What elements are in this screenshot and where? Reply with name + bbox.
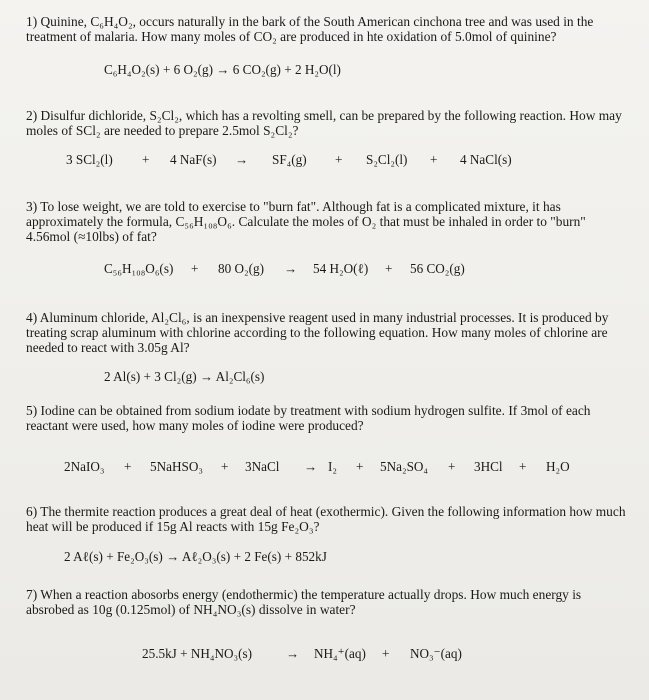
problem-5-term: 3HCl [474, 459, 503, 474]
problem-2-term: → [235, 152, 249, 167]
problem-5-equation [0, 459, 649, 475]
problem-6-equation: 2 Aℓ(s) + Fe₂O₃(s) → Aℓ₂O₃(s) + 2 Fe(s) + 852kJ [64, 549, 327, 564]
problem-7-term: + [382, 646, 390, 661]
problem-5-term: + [221, 459, 229, 474]
problem-3-term: → [284, 261, 298, 276]
problem-2-term: + [142, 152, 150, 167]
problem-5-term: + [519, 459, 527, 474]
problem-5-term: I₂ [328, 459, 337, 474]
problem-5-term: → [304, 459, 318, 474]
problem-3-term: + [385, 261, 393, 276]
problem-7-term: 25.5kJ + NH₄NO₃(s) [142, 646, 253, 661]
problem-2-term: 4 NaF(s) [170, 152, 217, 167]
problem-2-term: + [335, 152, 343, 167]
problem-3-term: 80 O₂(g) [218, 261, 264, 276]
problem-5-term: 3NaCl [245, 459, 280, 474]
problem-2-term: 3 SCl₂(l) [66, 152, 113, 167]
problem-7-term: NO₃⁻(aq) [410, 646, 462, 661]
problem-4-text: 4) Aluminum chloride, Al₂Cl₆, is an inexpensive reagent used in many industrial processes. It is produced by treating scrap aluminum with chlorine according to the following equation. How many moles of chlorine are needed to react with 3.05g Al? [26, 310, 609, 355]
problem-5-term: 5NaHSO₃ [150, 459, 203, 474]
problem-2-term: SF₄(g) [272, 152, 307, 167]
problem-7-term: → [286, 646, 300, 661]
problem-3-equation [0, 261, 649, 277]
problem-7-equation [0, 646, 649, 662]
problem-2-equation [0, 152, 649, 168]
problem-5-term: 5Na₂SO₄ [380, 459, 429, 474]
problem-5-term: + [124, 459, 132, 474]
problem-5-term: + [356, 459, 364, 474]
problem-4-equation: 2 Al(s) + 3 Cl₂(g) → Al₂Cl₆(s) [104, 369, 265, 384]
problem-6-text: 6) The thermite reaction produces a great deal of heat (exothermic). Given the following information how much heat will be produced if 15g Al reacts with 15g Fe₂O₃? [26, 504, 626, 534]
problem-2-text: 2) Disulfur dichloride, S₂Cl₂, which has a revolting smell, can be prepared by the following reaction. How may moles of SCl₂ are needed to prepare 2.5mol S₂Cl₂? [26, 108, 622, 138]
problem-3-term: 54 H₂O(ℓ) [313, 261, 369, 276]
problem-7-term: NH₄⁺(aq) [314, 646, 366, 661]
problem-7-text: 7) When a reaction abosorbs energy (endothermic) the temperature actually drops. How much energy is absrobed as 10g (0.125mol) of NH₄NO₃(s) dissolve in water? [26, 587, 582, 617]
problem-1-text: 1) Quinine, C₆H₄O₂, occurs naturally in the bark of the South American cinchona tree and was used in the treatment of malaria. How many moles of CO₂ are produced in hte oxidation of 5.0mol of quinine? [26, 14, 594, 44]
problem-3-term: + [191, 261, 199, 276]
problem-2-term: 4 NaCl(s) [460, 152, 512, 167]
problem-5-term: H₂O [546, 459, 570, 474]
problem-1-equation: C₆H₄O₂(s) + 6 O₂(g) → 6 CO₂(g) + 2 H₂O(l) [104, 62, 341, 77]
problem-2-term: S₂Cl₂(l) [366, 152, 408, 167]
problem-2-term: + [430, 152, 438, 167]
problem-3-term: 56 CO₂(g) [410, 261, 465, 276]
problem-3-term: C₅₆H₁₀₈O₆(s) [104, 261, 174, 276]
problem-5-term: + [448, 459, 456, 474]
problem-5-term: 2NaIO₃ [64, 459, 105, 474]
problem-5-text: 5) Iodine can be obtained from sodium iodate by treatment with sodium hydrogen sulfite. If 3mol of each reactant were used, how many moles of iodine were produced? [26, 403, 591, 433]
problem-3-text: 3) To lose weight, we are told to exercise to "burn fat". Although fat is a complicated mixture, it has approximately the formula, C₅₆H₁₀₈O₆. Calculate the moles of O₂ that must be inhaled in order to "burn" 4.56mol (≈10lbs) of fat? [26, 199, 586, 244]
